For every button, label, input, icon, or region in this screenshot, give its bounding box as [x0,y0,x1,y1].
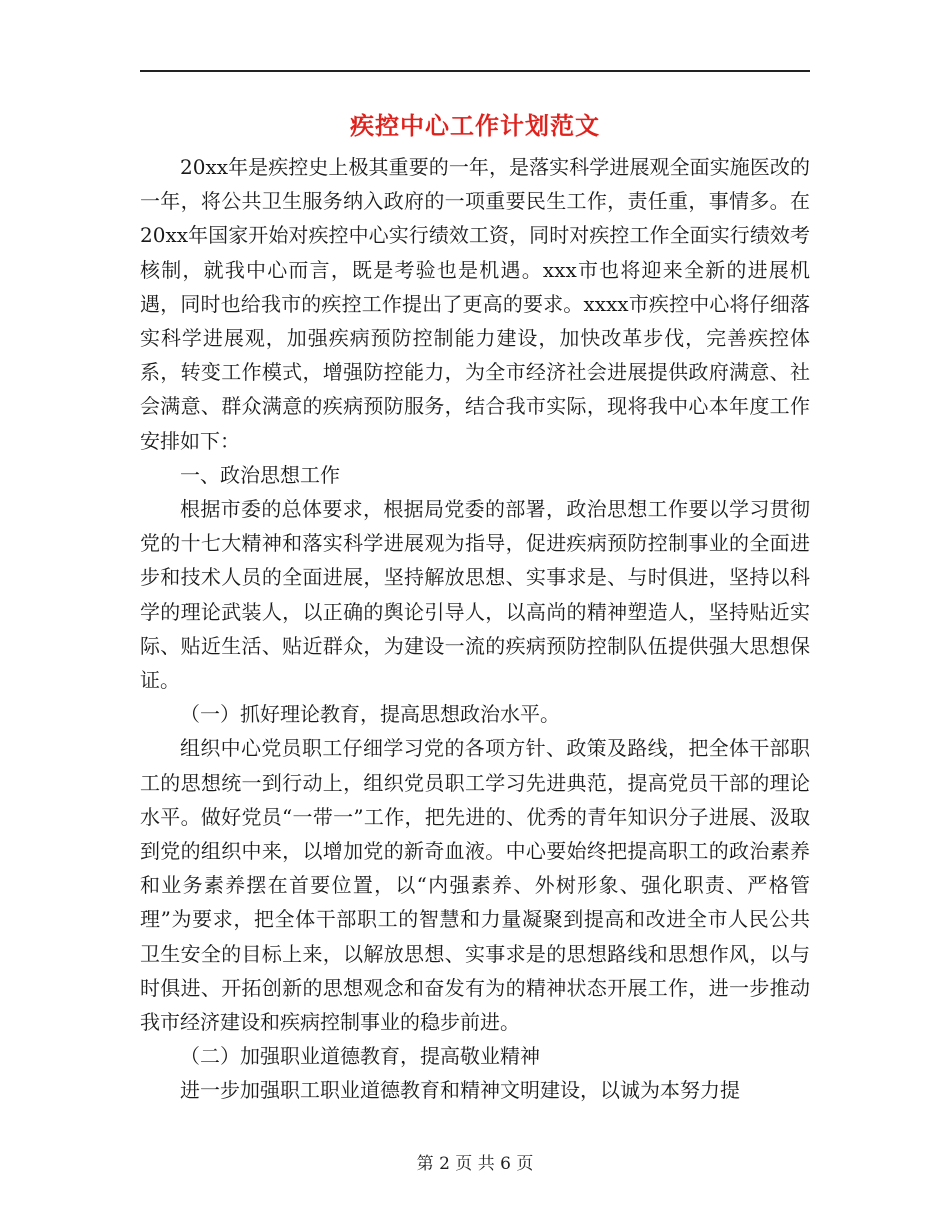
document-title: 疾控中心工作计划范文 [350,111,600,140]
document-body [140,150,810,1108]
paragraph-ethics: 进一步加强职工职业道德教育和精神文明建设，以诚为本努力提 [180,1078,740,1103]
header-rule [140,70,810,72]
subsection-heading-ethics: （二）加强职业道德教育，提高敬业精神 [180,1044,540,1069]
paragraph-politics: 根据市委的总体要求，根据局党委的部署，政治思想工作要以学习贯彻党的十七大精神和落实科学进展观为指导，促进疾病预防控制事业的全面进步和技术人员的全面进展，坚持解放思想、实事求是、与时俱进，坚持以科学的理论武装人，以正确的舆论引导人，以高尚的精神塑造人，坚持贴近实际、贴近生活、贴近群众，为建设一流的疾病预防控制队伍提供强大思想保证。 [140,497,810,693]
paragraph-intro: 20xx年是疾控史上极其重要的一年，是落实科学进展观全面实施医改的一年，将公共卫生服务纳入政府的一项重要民生工作，责任重，事情多。在20xx年国家开始对疾控中心实行绩效工资，同时对疾控工作全面实行绩效考核制，就我中心而言，既是考验也是机遇。xxx市也将迎来全新的进展机遇，同时也给我市的疾控工作提出了更高的要求。xxxx市疾控中心将仔细落实科学进展观，加强疾病预防控制能力建设，加快改革步伐，完善疾控体系，转变工作模式，增强防控能力，为全市经济社会进展提供政府满意、社会满意、群众满意的疾病预防服务，结合我市实际，现将我中心本年度工作安排如下： [140,155,810,453]
subsection-heading-theory: （一）抓好理论教育，提高思想政治水平。 [180,702,560,727]
paragraph-theory: 组织中心党员职工仔细学习党的各项方针、政策及路线，把全体干部职工的思想统一到行动上，组织党员职工学习先进典范，提高党员干部的理论水平。做好党员“一带一”工作，把先进的、优秀的青年知识分子进展、汲取到党的组织中来，以增加党的新奇血液。中心要始终把提高职工的政治素养和业务素养摆在首要位置，以“内强素养、外树形象、强化职责、严格管理”为要求，把全体干部职工的智慧和力量凝聚到提高和改进全市人民公共卫生安全的目标上来，以解放思想、实事求是的思想路线和思想作风，以与时俱进、开拓创新的思想观念和奋发有为的精神状态开展工作，进一步推动我市经济建设和疾病控制事业的稳步前进。 [140,736,810,1035]
section-heading-politics: 一、政治思想工作 [180,462,340,487]
page-number: 第 2 页 共 6 页 [416,1154,534,1174]
